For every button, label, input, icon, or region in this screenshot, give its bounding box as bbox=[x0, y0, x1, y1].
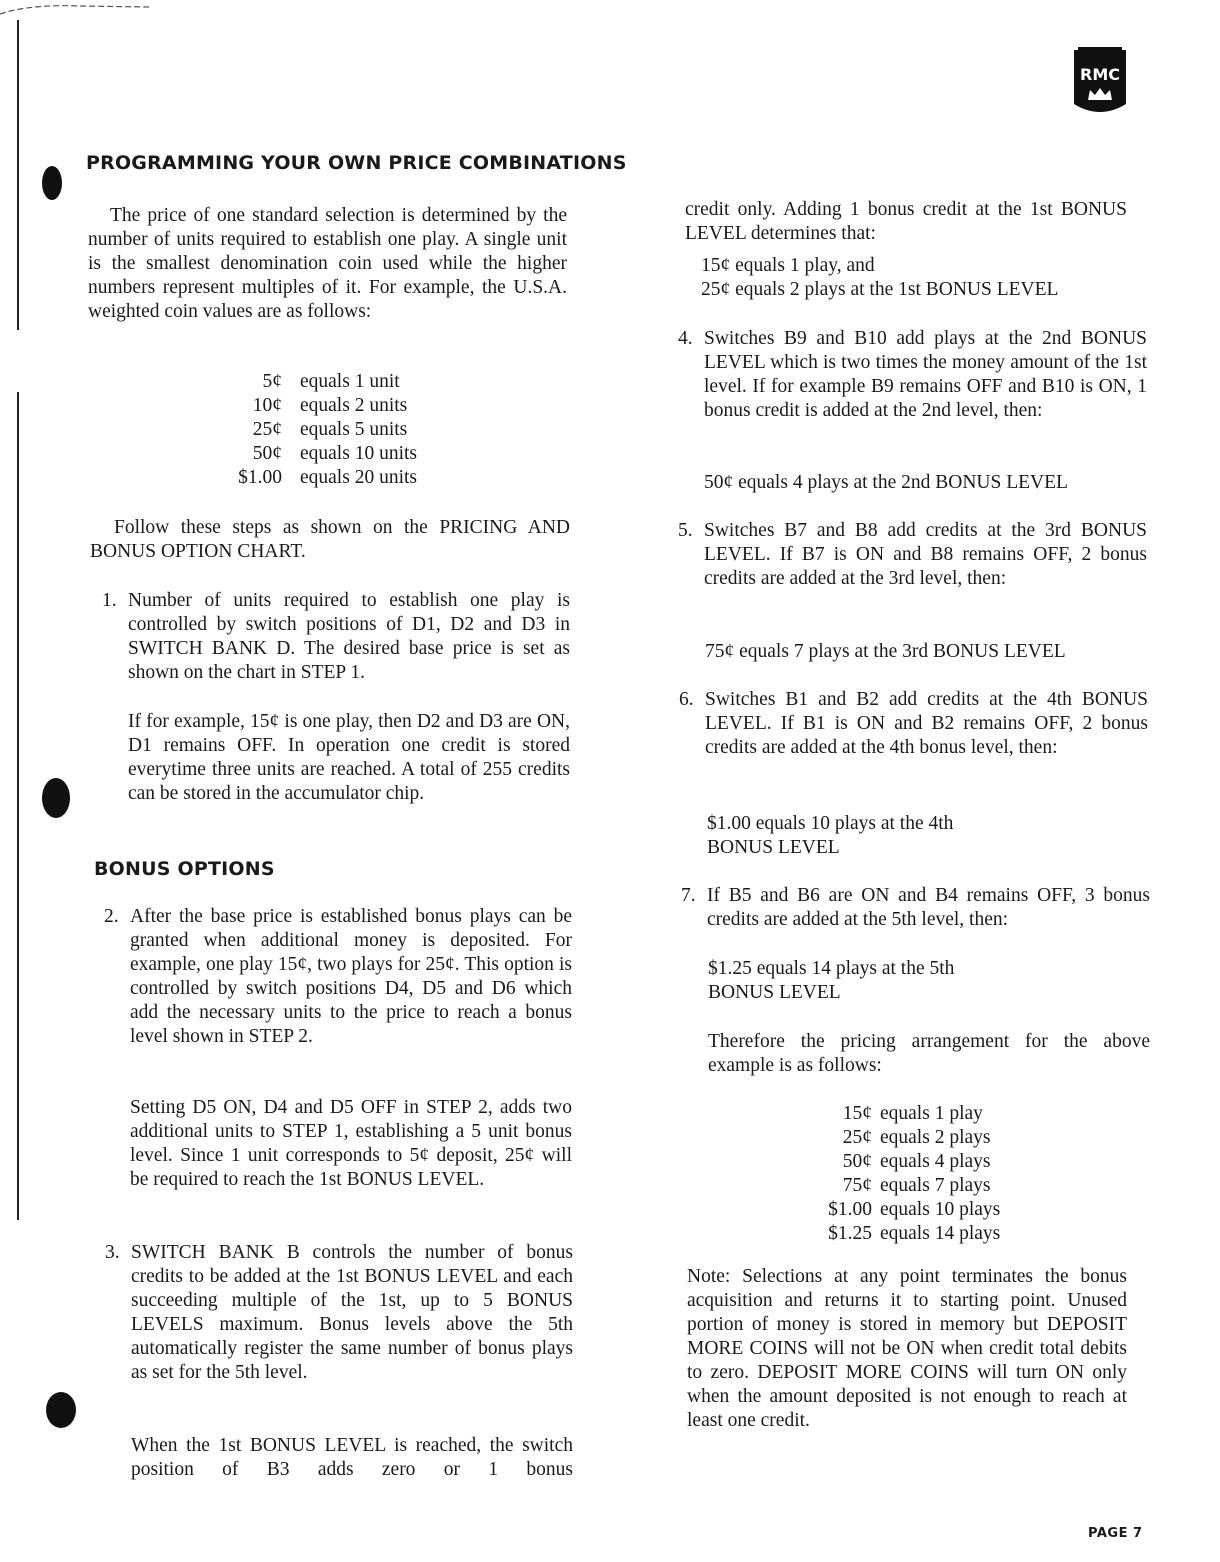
step-4 bbox=[678, 327, 1147, 423]
rmc-logo-shield bbox=[1072, 44, 1128, 118]
pricing-table bbox=[800, 1102, 1000, 1246]
scan-edge-mark bbox=[0, 0, 220, 30]
step-text: Number of units required to establish one play is controlled by switch positions of D1, D2 and D3 in SWITCH BANK D. The desired base price is set as shown on the chart in STEP 1. bbox=[128, 590, 570, 683]
continuation-paragraph: credit only. Adding 1 bonus credit at the 1st BONUS LEVEL determines that: bbox=[685, 199, 1127, 244]
coin-values-table bbox=[210, 370, 417, 490]
table-row: 50¢ equals 10 units bbox=[252, 443, 417, 464]
table-row: 25¢ equals 2 plays bbox=[842, 1127, 991, 1148]
step-number: 4. bbox=[678, 328, 693, 349]
step-5-result: 75¢ equals 7 plays at the 3rd BONUS LEVEL bbox=[705, 641, 1066, 662]
punch-hole-mark bbox=[46, 1392, 76, 1428]
table-row: 5¢ equals 1 unit bbox=[262, 371, 400, 392]
section-heading-programming: PROGRAMMING YOUR OWN PRICE COMBINATIONS bbox=[86, 152, 627, 174]
table-row: $1.00 equals 20 units bbox=[238, 467, 417, 488]
step-1-example: If for example, 15¢ is one play, then D2 and D3 are ON, D1 remains OFF. In operation one credit is stored everytime three units are reached. A total of 255 credits can be stored in the accumulator chip. bbox=[128, 711, 570, 804]
step-2 bbox=[104, 905, 572, 1049]
step-number: 1. bbox=[102, 590, 117, 611]
step-text: If B5 and B6 are ON and B4 remains OFF, 3 bonus credits are added at the 5th level, then: bbox=[707, 885, 1150, 930]
step-3-example: When the 1st BONUS LEVEL is reached, the switch position of B3 adds zero or 1 bonus bbox=[131, 1435, 573, 1480]
step-1 bbox=[102, 589, 570, 685]
step-text: Switches B9 and B10 add plays at the 2nd BONUS LEVEL which is two times the money amount of the 1st level. If for example B9 remains OFF and B10 is ON, 1 bonus credit is added at the 2nd level, then: bbox=[704, 328, 1147, 421]
step-6 bbox=[679, 688, 1148, 760]
step-4-result: 50¢ equals 4 plays at the 2nd BONUS LEVEL bbox=[704, 472, 1068, 493]
result-line: BONUS LEVEL bbox=[708, 982, 841, 1003]
step-text: Switches B1 and B2 add credits at the 4th BONUS LEVEL. If B1 is ON and B2 remains OFF, 2 bonus credits are added at the 4th bonus level, then: bbox=[705, 689, 1148, 758]
table-row: 75¢ equals 7 plays bbox=[842, 1175, 991, 1196]
result-line: 25¢ equals 2 plays at the 1st BONUS LEVEL bbox=[701, 279, 1059, 300]
table-row: $1.25 equals 14 plays bbox=[828, 1223, 1001, 1244]
step-number: 7. bbox=[681, 885, 696, 906]
page-number: PAGE 7 bbox=[1088, 1526, 1143, 1541]
section-heading-bonus-options: BONUS OPTIONS bbox=[94, 858, 275, 880]
result-line: BONUS LEVEL bbox=[707, 837, 840, 858]
step-7 bbox=[681, 884, 1150, 932]
step-number: 5. bbox=[678, 520, 693, 541]
table-row: 25¢ equals 5 units bbox=[252, 419, 408, 440]
table-row: 15¢ equals 1 play bbox=[842, 1103, 983, 1124]
logo-text: RMC bbox=[1080, 65, 1120, 84]
table-row: 10¢ equals 2 units bbox=[252, 395, 408, 416]
step-text: SWITCH BANK B controls the number of bonus credits to be added at the 1st BONUS LEVEL and each succeeding multiple of the 1st, up to 5 BONUS LEVELS maximum. Bonus levels above the 5th automatically register the same number of bonus plays as set for the 5th level. bbox=[131, 1242, 573, 1383]
step-2-example: Setting D5 ON, D4 and D5 OFF in STEP 2, adds two additional units to STEP 1, establishing a 5 unit bonus level. Since 1 unit corresponds to 5¢ deposit, 25¢ will be required to reach the 1st BONUS LEVEL. bbox=[130, 1097, 572, 1190]
step-7-result bbox=[708, 957, 954, 1005]
result-line: $1.00 equals 10 plays at the 4th bbox=[707, 813, 954, 834]
step-number: 3. bbox=[105, 1242, 120, 1263]
result-line: $1.25 equals 14 plays at the 5th bbox=[708, 958, 955, 979]
step-text: After the base price is established bonus plays can be granted when additional money is deposited. For example, one play 15¢, two plays for 25¢. This option is controlled by switch positions D4, D5 and D6 which add the necessary units to the price to reach a bonus level shown in STEP 2. bbox=[130, 906, 572, 1047]
step-text: Switches B7 and B8 add credits at the 3rd BONUS LEVEL. If B7 is ON and B8 remains OFF, 2 bonus credits are added at the 3rd level, then: bbox=[704, 520, 1147, 589]
table-row: $1.00 equals 10 plays bbox=[828, 1199, 1001, 1220]
step-number: 2. bbox=[104, 906, 119, 927]
step-6-result bbox=[707, 812, 953, 860]
step-3 bbox=[105, 1241, 573, 1385]
step-number: 6. bbox=[679, 689, 694, 710]
punch-hole-mark bbox=[42, 166, 62, 200]
binder-edge-line bbox=[17, 20, 19, 330]
table-row: 50¢ equals 4 plays bbox=[842, 1151, 991, 1172]
note-paragraph: Note: Selections at any point terminates the bonus acquisition and returns it to starting point. Unused portion of money is stored in memory but DEPOSIT MORE COINS will not be ON when credit total debits to zero. DEPOSIT MORE COINS will turn ON only when the amount deposited is not enough to reach at least one credit. bbox=[687, 1266, 1127, 1431]
intro-paragraph: The price of one standard selection is determined by the number of units required to establish one play. A single unit is the smallest denomination coin used while the higher numbers represent multiples of it. For example, the U.S.A. weighted coin values are as follows: bbox=[88, 205, 567, 322]
result-line: 15¢ equals 1 play, and bbox=[701, 255, 875, 276]
continuation-results bbox=[701, 254, 1058, 302]
punch-hole-mark bbox=[42, 778, 70, 818]
rmc-logo bbox=[1072, 44, 1128, 118]
step-5 bbox=[678, 519, 1147, 591]
follow-steps-paragraph: Follow these steps as shown on the PRICING AND BONUS OPTION CHART. bbox=[90, 517, 570, 562]
therefore-paragraph: Therefore the pricing arrangement for the above example is as follows: bbox=[708, 1031, 1150, 1076]
binder-edge-line bbox=[17, 392, 19, 1220]
